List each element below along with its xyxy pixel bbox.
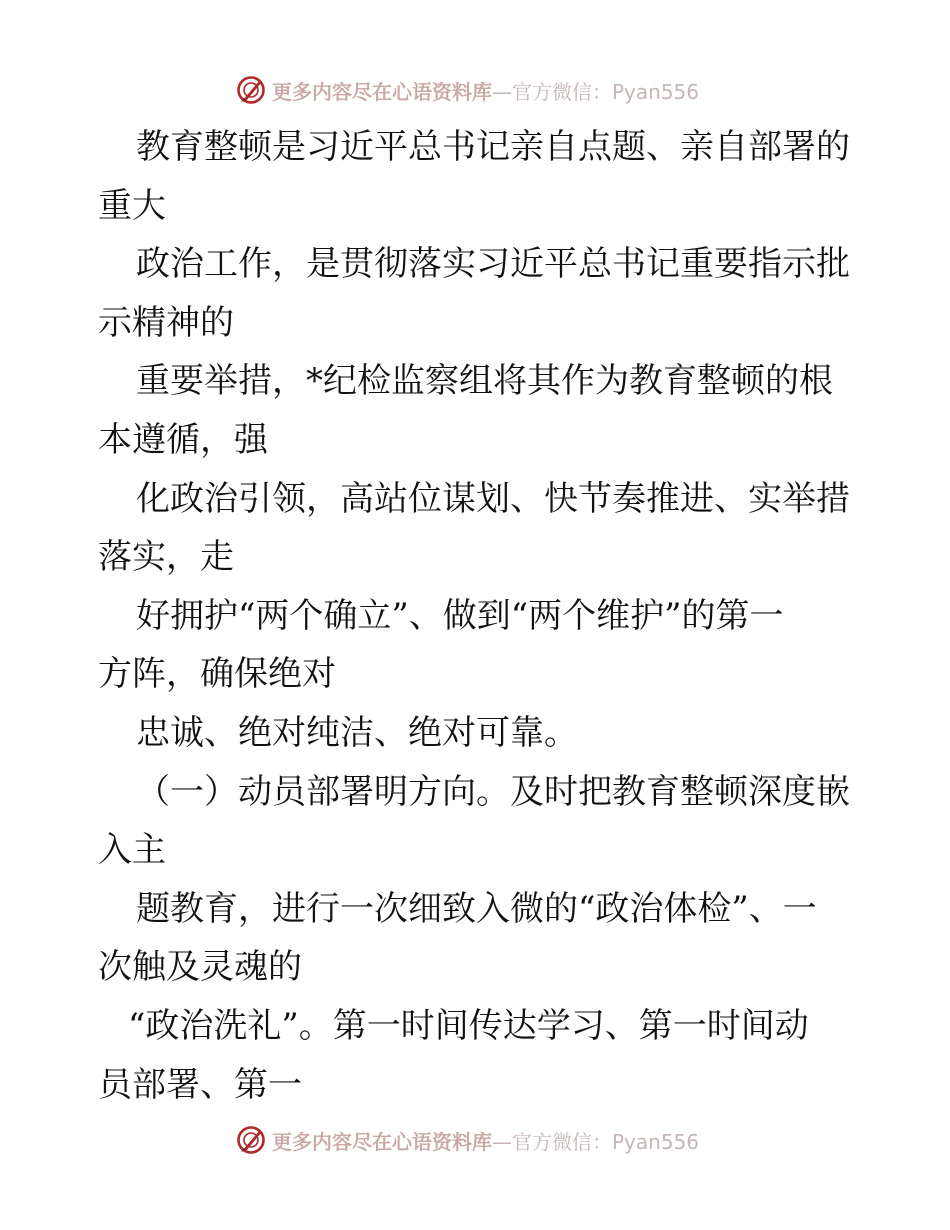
watermark-contact-text: —官方微信：Pyan556	[492, 1129, 700, 1154]
quill-pen-logo-icon	[236, 75, 266, 105]
text-line: 化政治引领，高站位谋划、快节奏推进、实举措	[136, 478, 850, 519]
watermark-main-text: 更多内容尽在心语资料库	[272, 1129, 492, 1154]
text-line: 好拥护“两个确立”、做到“两个维护”的第一	[136, 595, 784, 636]
text-line: 教育整顿是习近平总书记亲自点题、亲自部署的	[136, 127, 850, 167]
text-line: 本遵循，强	[98, 419, 268, 460]
text-line: 次触及灵魂的	[98, 947, 302, 988]
watermark-header	[236, 73, 699, 107]
text-line: “政治洗礼”。第一时间传达学习、第一时间动	[128, 1005, 809, 1046]
text-line: 落实，走	[98, 537, 234, 578]
text-line: 政治工作，是贯彻落实习近平总书记重要指示批	[136, 244, 850, 285]
watermark-contact-text: —官方微信：Pyan556	[492, 79, 700, 104]
text-line: 重要举措，*纪检监察组将其作为教育整顿的根	[136, 361, 833, 402]
watermark-footer	[236, 1123, 699, 1157]
quill-pen-logo-icon	[236, 1125, 266, 1155]
text-line: 入主	[98, 830, 166, 871]
text-line: 题教育，进行一次细致入微的“政治体检”、一	[136, 888, 817, 929]
text-line: 员部署、第一	[98, 1064, 302, 1105]
document-body	[98, 118, 858, 1114]
text-line: 示精神的	[98, 302, 234, 343]
text-line: （一）动员部署明方向。及时把教育整顿深度嵌	[136, 771, 850, 812]
watermark-main-text: 更多内容尽在心语资料库	[272, 79, 492, 104]
text-line: 重大	[98, 185, 166, 226]
text-line: 方阵，确保绝对	[98, 654, 336, 695]
text-line: 忠诚、绝对纯洁、绝对可靠。	[136, 712, 578, 753]
